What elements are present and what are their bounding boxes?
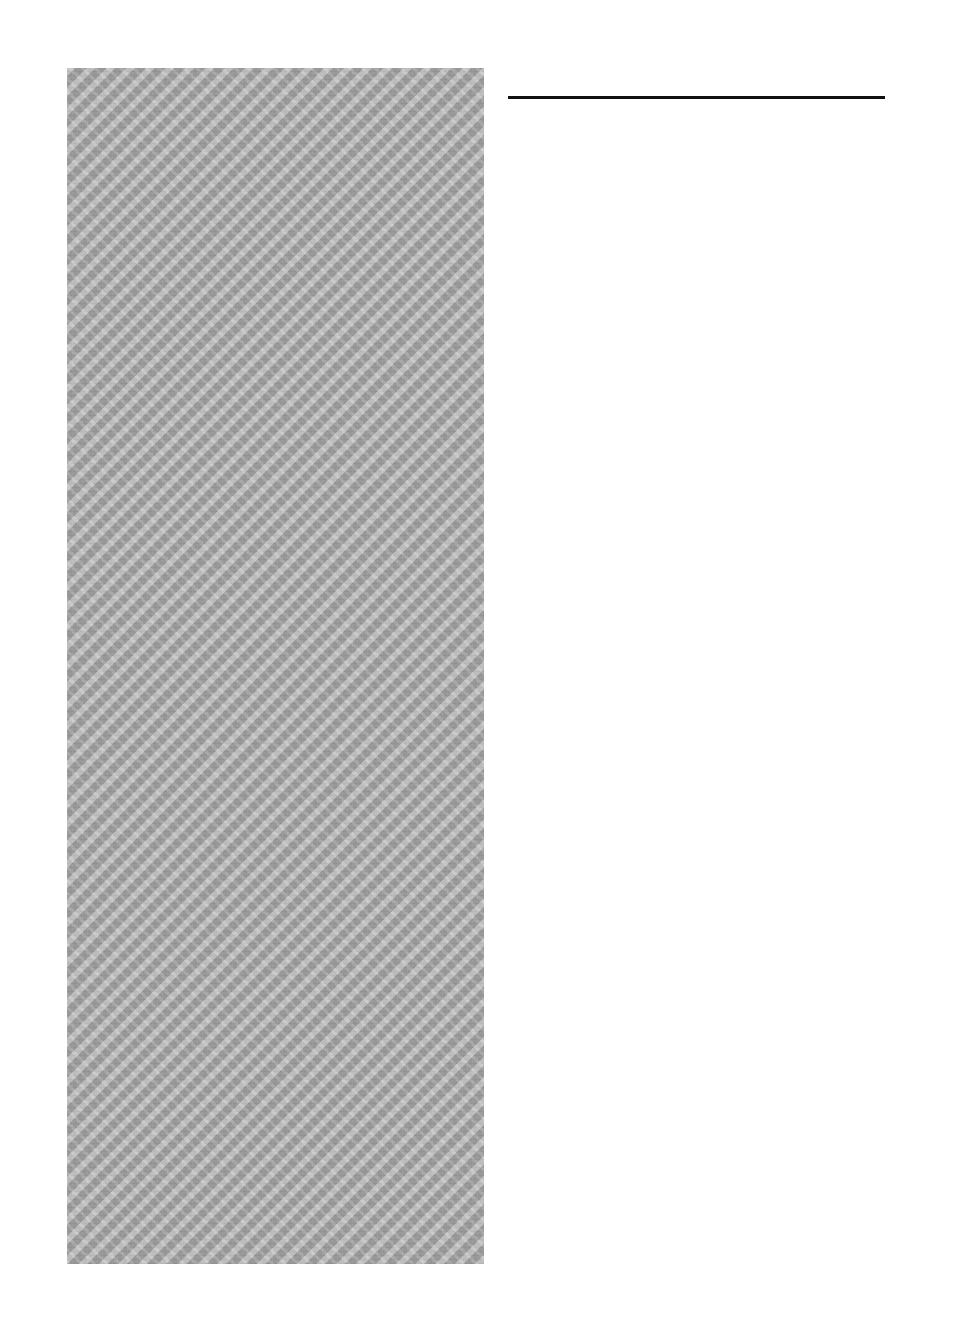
- decorative-texture-panel: [67, 68, 484, 1264]
- title-underline: [508, 96, 885, 99]
- table-of-contents: [508, 135, 885, 153]
